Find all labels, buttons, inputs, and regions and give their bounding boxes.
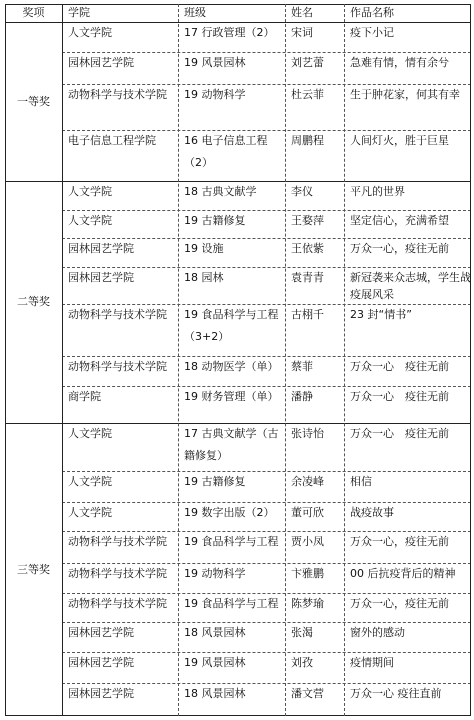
- table-cell-work: 窗外的感动: [350, 626, 405, 639]
- table-cell-class: 19 古籍修复: [184, 214, 246, 227]
- table-cell-college: 园林园艺学院: [68, 242, 134, 255]
- table-cell-college: 人文学院: [68, 185, 112, 198]
- table-rule: [62, 356, 471, 357]
- table-cell-work: 生于肿花家，何其有幸: [350, 88, 460, 101]
- header-class: 班级: [184, 6, 206, 19]
- table-rule: [62, 622, 471, 623]
- table-cell-name: 刘孜: [291, 656, 313, 669]
- table-cell-work: 23 封“情书”: [350, 308, 412, 321]
- table-cell-class: 19 古籍修复: [184, 475, 246, 488]
- table-rule: [5, 715, 471, 716]
- table-cell-college: 商学院: [68, 390, 101, 403]
- table-cell-college: 动物科学与技术学院: [68, 567, 167, 580]
- table-cell-class: 19 风景园林: [184, 56, 246, 69]
- table-cell-name: 潘文营: [291, 687, 324, 700]
- table-cell-name: 古栩千: [291, 308, 324, 321]
- table-cell-work: 万众一心，疫往无前: [350, 597, 449, 610]
- table-cell-class: 19 动物科学: [184, 567, 246, 580]
- table-cell-college: 人文学院: [68, 214, 112, 227]
- table-cell-college: 园林园艺学院: [68, 626, 134, 639]
- award-label-third: 三等奖: [17, 563, 50, 576]
- table-cell-work: 平凡的世界: [350, 185, 405, 198]
- table-rule: [62, 210, 471, 211]
- table-cell-class: 19 动物科学: [184, 88, 246, 101]
- table-rule: [5, 423, 471, 424]
- table-cell-name: 袁青青: [291, 271, 324, 284]
- table-rule: [62, 84, 471, 85]
- table-cell-class: 18 古典文献学: [184, 185, 257, 198]
- table-cell-college: 动物科学与技术学院: [68, 535, 167, 548]
- table-rule: [62, 267, 471, 268]
- table-cell-work: 万众一心 疫往直前: [350, 687, 442, 700]
- table-cell-class: 19 数字出版（2）: [184, 506, 275, 519]
- table-cell-college: 动物科学与技术学院: [68, 360, 167, 373]
- header-name: 姓名: [291, 6, 313, 19]
- table-cell-class: 19 食品科学与工程: [184, 597, 279, 610]
- table-cell-work: 相信: [350, 475, 372, 488]
- table-cell-work: 万众一心 疫往无前: [350, 360, 449, 373]
- table-cell-name: 李仪: [291, 185, 313, 198]
- table-cell-name: 王依紫: [291, 242, 324, 255]
- table-rule: [5, 181, 471, 182]
- table-cell-work: 人间灯火，胜于巨星: [350, 134, 449, 147]
- table-cell-name: 陈梦瑜: [291, 597, 324, 610]
- table-rule-vertical: [62, 4, 63, 716]
- table-cell-name: 周鹏程: [291, 134, 324, 147]
- table-rule: [5, 22, 471, 23]
- table-cell-work: 战疫故事: [350, 506, 394, 519]
- table-cell-name: 杜云菲: [291, 88, 324, 101]
- table-cell-name: 张诗怡: [291, 427, 324, 440]
- table-cell-college: 动物科学与技术学院: [68, 308, 167, 321]
- table-rule: [62, 386, 471, 387]
- table-cell-college: 园林园艺学院: [68, 656, 134, 669]
- table-cell-work: 疫下小记: [350, 26, 394, 39]
- table-cell-college: 园林园艺学院: [68, 56, 134, 69]
- table-rule-vertical: [178, 4, 179, 716]
- table-cell-work: 万众一心，疫往无前: [350, 535, 449, 548]
- table-cell-name: 王婺萍: [291, 214, 324, 227]
- table-cell-class: 17 行政管理（2）: [184, 26, 275, 39]
- table-cell-college: 人文学院: [68, 26, 112, 39]
- table-rule: [62, 652, 471, 653]
- table-cell-college: 动物科学与技术学院: [68, 597, 167, 610]
- table-rule: [62, 531, 471, 532]
- table-cell-name: 张渴: [291, 626, 313, 639]
- header-work-title: 作品名称: [350, 6, 394, 19]
- table-cell-name: 卞雅鹏: [291, 567, 324, 580]
- table-rule-vertical: [470, 4, 471, 716]
- table-cell-work: 万众一心 疫往无前: [350, 427, 449, 440]
- table-rule: [62, 238, 471, 239]
- table-cell-class: 19 风景园林: [184, 656, 246, 669]
- table-cell-work: 00 后抗疫背后的精神: [350, 567, 456, 580]
- table-rule: [62, 683, 471, 684]
- table-cell-work: 坚定信心，充满希望: [350, 214, 449, 227]
- table-cell-college: 园林园艺学院: [68, 687, 134, 700]
- table-cell-work: 疫情期间: [350, 656, 394, 669]
- table-rule: [62, 130, 471, 131]
- table-cell-class: 18 园林: [184, 271, 224, 284]
- table-cell-name: 刘艺蕾: [291, 56, 324, 69]
- table-cell-work: 万众一心，疫往无前: [350, 242, 449, 255]
- table-cell-college: 园林园艺学院: [68, 271, 134, 284]
- table-cell-college: 人文学院: [68, 475, 112, 488]
- table-cell-work: 万众一心 疫往无前: [350, 390, 449, 403]
- table-cell-college: 动物科学与技术学院: [68, 88, 167, 101]
- header-college: 学院: [68, 6, 90, 19]
- table-cell-college: 人文学院: [68, 506, 112, 519]
- table-cell-work: 新冠袭来众志城，学生战疫展风采: [350, 271, 471, 301]
- table-cell-class: 17 古典文献学（古籍修复）: [184, 427, 279, 462]
- award-label-second: 二等奖: [17, 295, 50, 308]
- table-rule: [62, 52, 471, 53]
- table-cell-class: 18 风景园林: [184, 687, 246, 700]
- table-rule: [62, 502, 471, 503]
- table-cell-class: 18 动物医学（单）: [184, 360, 279, 373]
- table-cell-college: 人文学院: [68, 427, 112, 440]
- table-cell-college: 电子信息工程学院: [68, 134, 156, 147]
- table-rule: [62, 471, 471, 472]
- table-rule-vertical: [344, 4, 345, 716]
- table-cell-work: 急难有情，情有余兮: [350, 56, 449, 69]
- table-cell-name: 蔡菲: [291, 360, 313, 373]
- table-rule-vertical: [285, 4, 286, 716]
- awards-table: [5, 4, 471, 716]
- header-award: 奖项: [22, 6, 45, 19]
- table-cell-name: 宋词: [291, 26, 313, 39]
- table-rule: [62, 563, 471, 564]
- table-rule: [5, 4, 471, 5]
- table-rule: [62, 304, 471, 305]
- table-cell-name: 董可欣: [291, 506, 324, 519]
- table-cell-class: 16 电子信息工程（2）: [184, 134, 268, 169]
- table-rule-vertical: [5, 4, 6, 716]
- table-cell-name: 余凌峰: [291, 475, 324, 488]
- table-cell-class: 19 食品科学与工程（3+2）: [184, 308, 279, 343]
- table-rule: [62, 593, 471, 594]
- table-cell-class: 19 财务管理（单）: [184, 390, 279, 403]
- table-cell-name: 潘静: [291, 390, 313, 403]
- table-cell-name: 贾小凤: [291, 535, 324, 548]
- table-cell-class: 19 设施: [184, 242, 224, 255]
- award-label-first: 一等奖: [17, 95, 50, 108]
- table-cell-class: 19 食品科学与工程: [184, 535, 279, 548]
- table-cell-class: 18 风景园林: [184, 626, 246, 639]
